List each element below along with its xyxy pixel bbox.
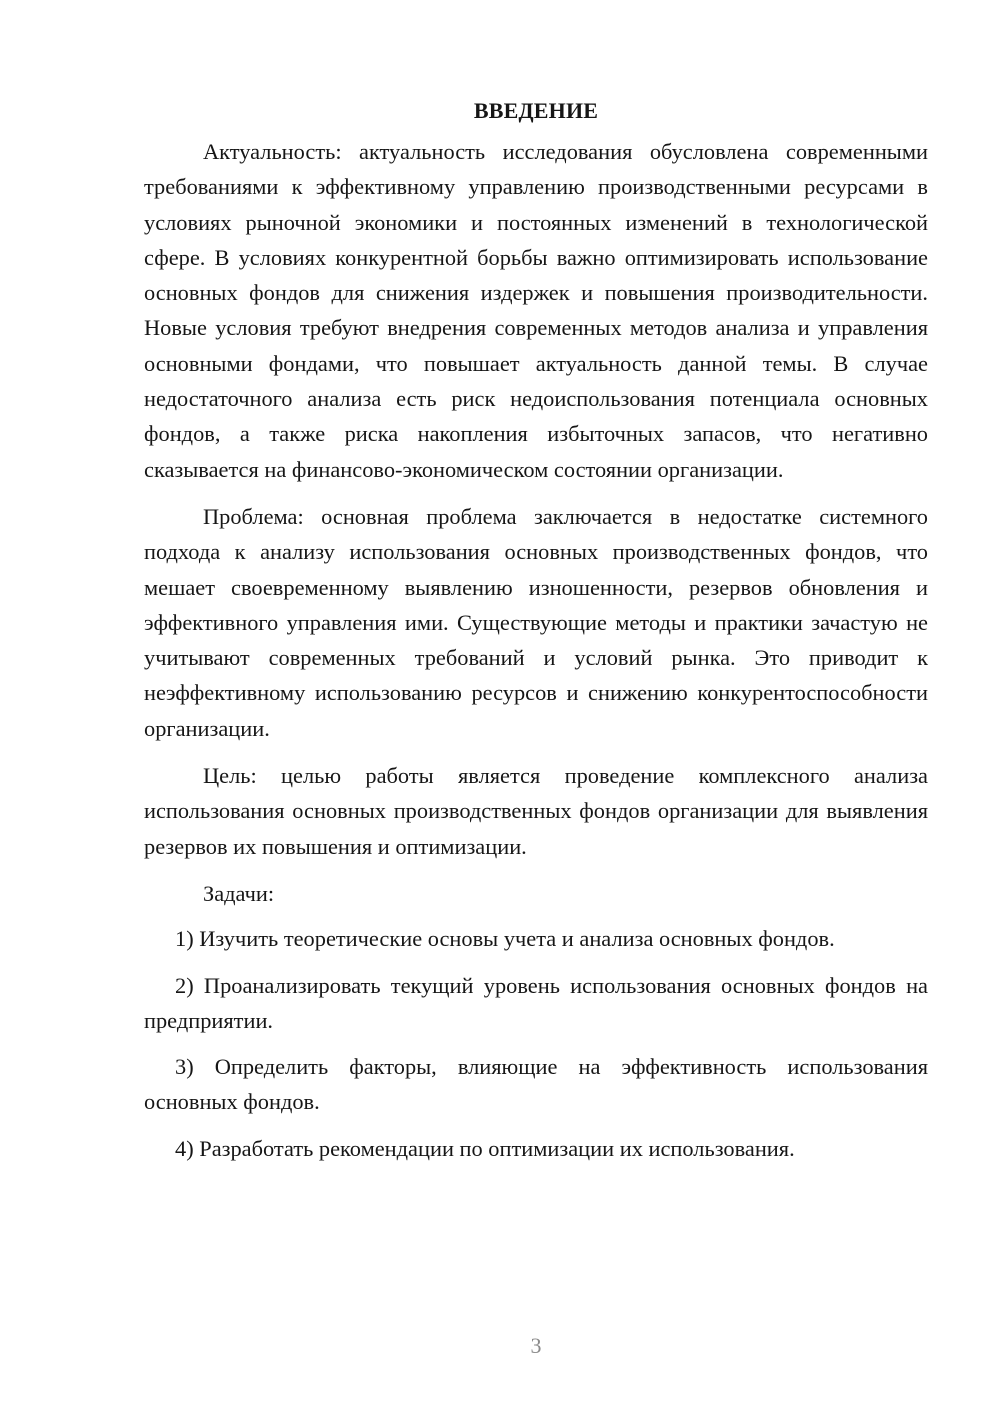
page-number: 3 xyxy=(530,1333,542,1358)
paragraph-relevance: Актуальность: актуальность исследования обусловлена современными требованиями к эффективному управлению производственными ресурсами в условиях рыночной экономики и постоянных изменений в технологической сфере. В условиях конкурентной борьбы важно оптимизировать использование основных фондов для снижения издержек и повышения производительности. Новые условия требуют внедрения современных методов анализа и управления основными фондами, что повышает актуальность данной темы. В случае недостаточного анализа есть риск недоиспользования потенциала основных фондов, а также риска накопления избыточных запасов, что негативно сказывается на финансово-экономическом состоянии организации. xyxy=(144,139,928,482)
tasks-label: Задачи: xyxy=(203,880,275,906)
page-content xyxy=(144,93,928,1177)
task-item-1: 1) Изучить теоретические основы учета и анализа основных фондов. xyxy=(175,926,835,952)
paragraph-problem: Проблема: основная проблема заключается в недостатке системного подхода к анализу использования основных производственных фондов, что мешает своевременному выявлению изношенности, резервов обновления и эффективного управления ими. Существующие методы и практики зачастую не учитывают современных требований и условий рынка. Это приводит к неэффективному использованию ресурсов и снижению конкурентоспособности организации. xyxy=(144,503,928,741)
paragraph-goal: Цель: целью работы является проведение комплексного анализа использования основных производственных фондов организации для выявления резервов их повышения и оптимизации. xyxy=(144,763,928,859)
section-heading: ВВЕДЕНИЕ xyxy=(473,98,599,123)
task-item-2: 2) Проанализировать текущий уровень использования основных фондов на предприятии. xyxy=(144,972,928,1033)
task-item-4: 4) Разработать рекомендации по оптимизации их использования. xyxy=(175,1135,795,1161)
task-item-3: 3) Определить факторы, влияющие на эффективность использования основных фондов. xyxy=(144,1054,928,1115)
